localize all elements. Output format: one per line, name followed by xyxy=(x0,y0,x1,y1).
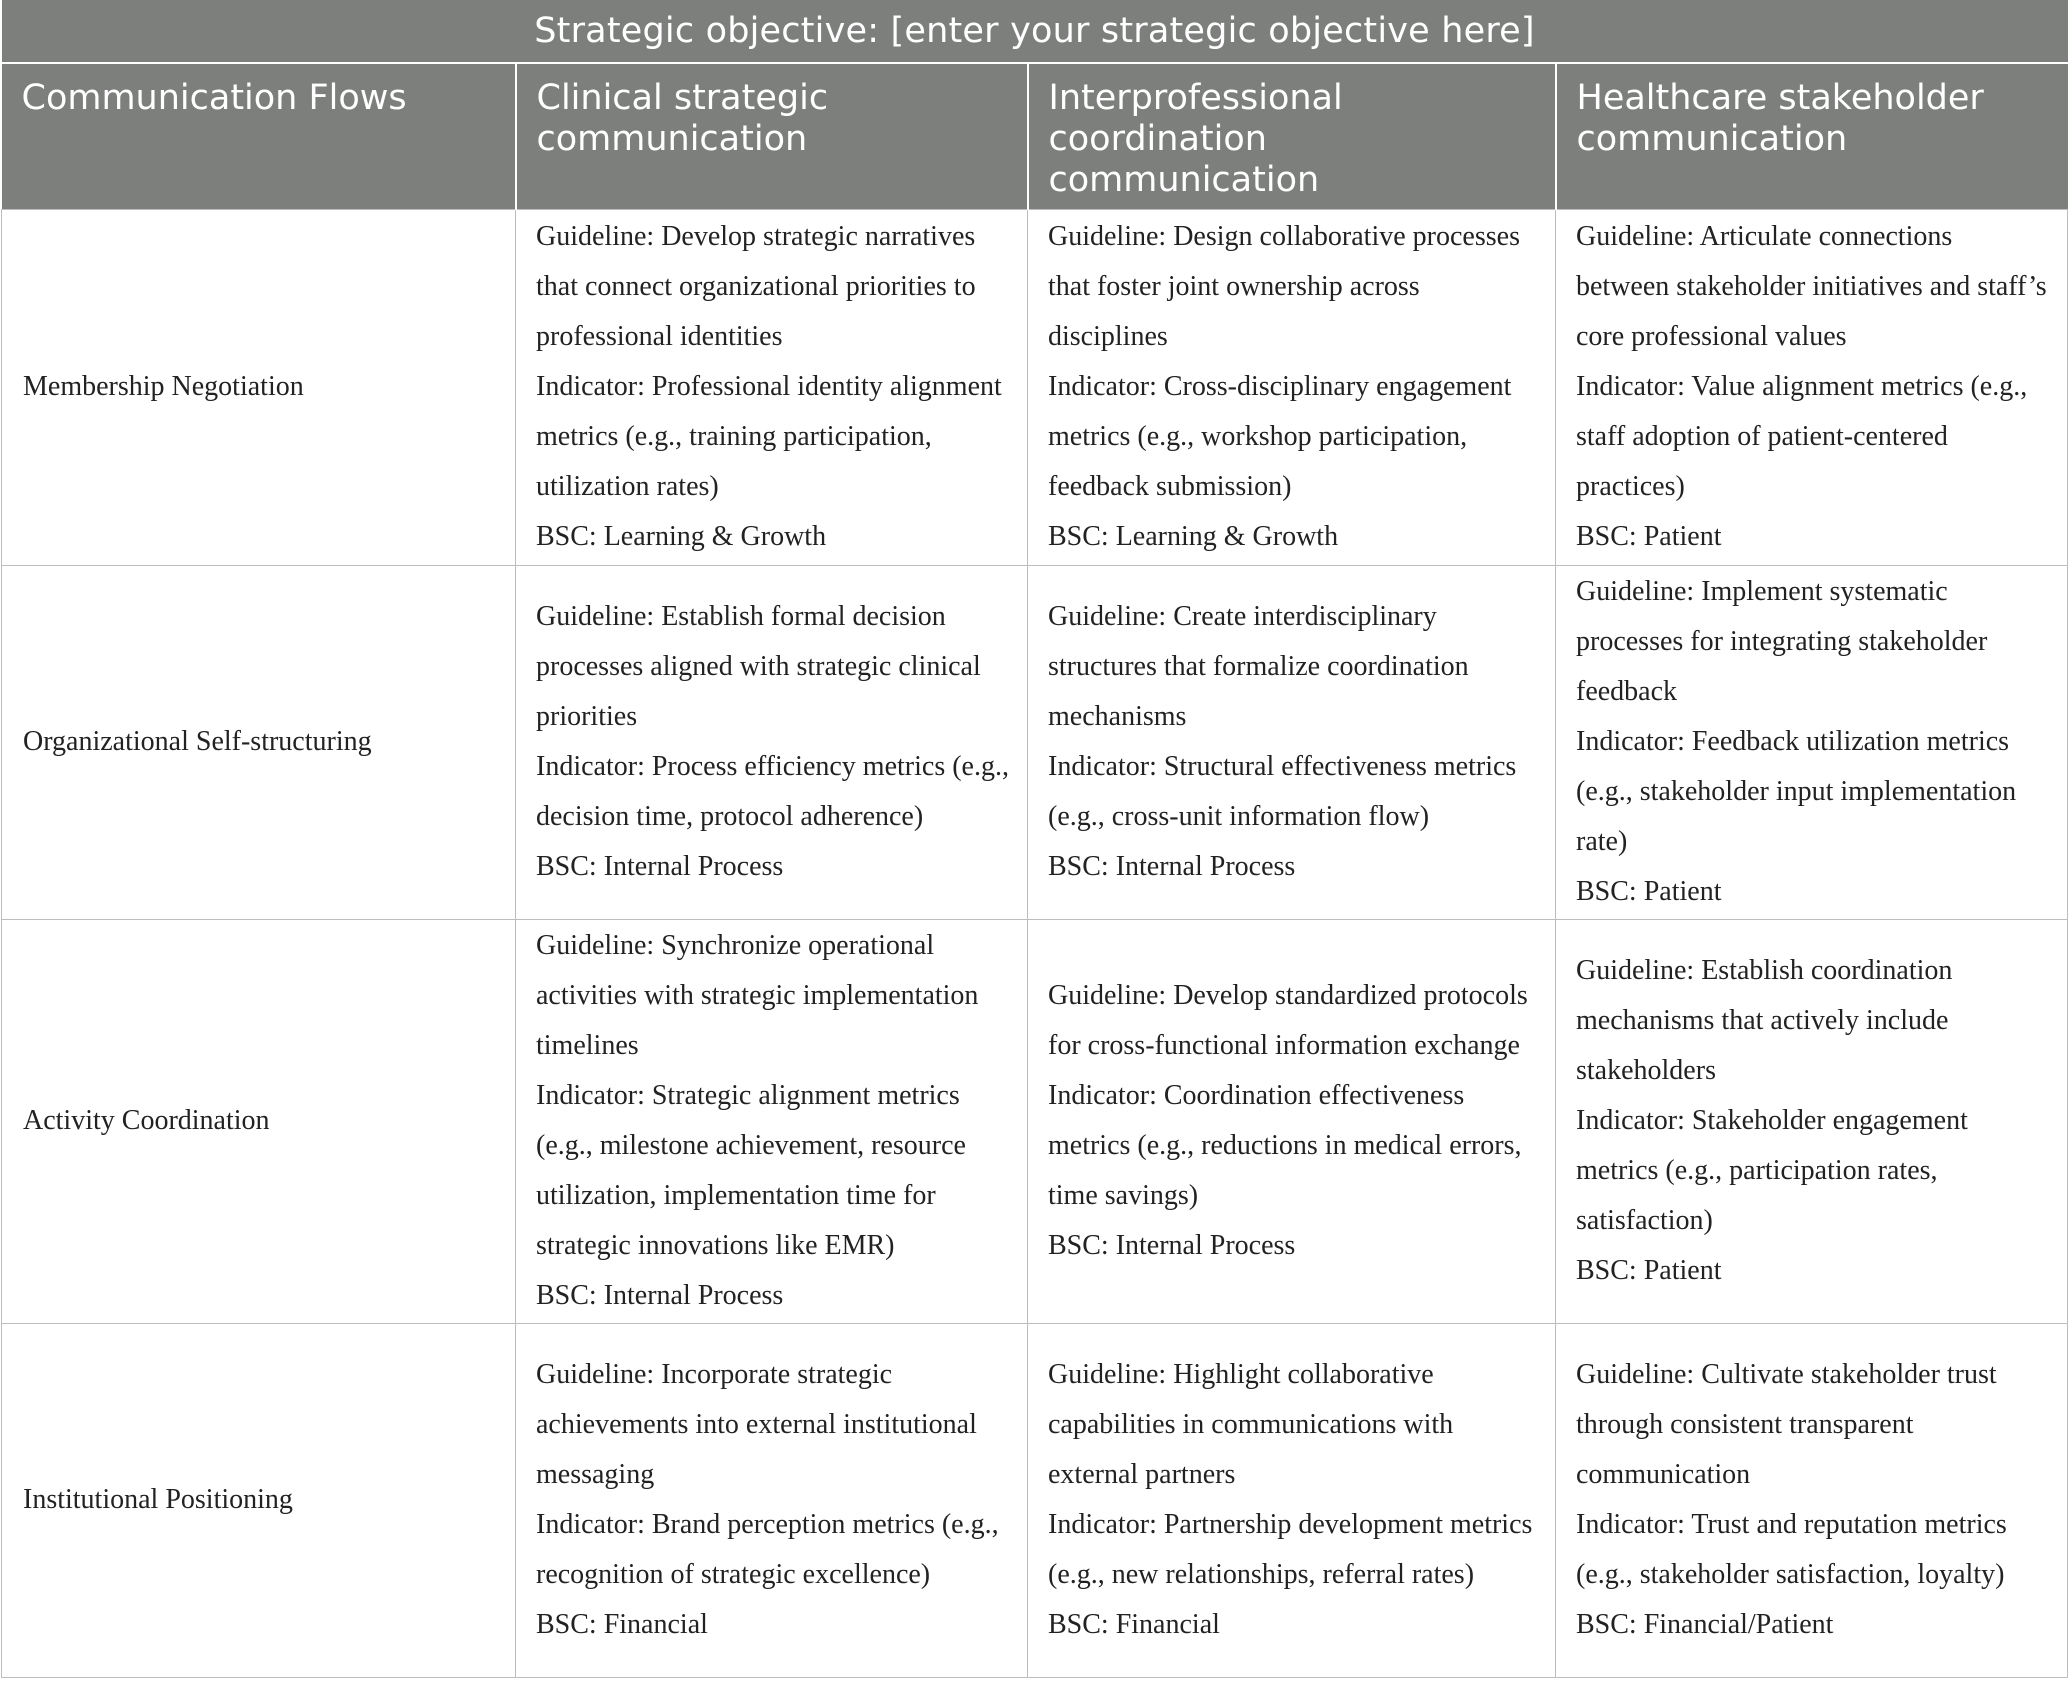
row-label-membership-negotiation: Membership Negotiation xyxy=(2,209,516,565)
row-label-institutional-positioning: Institutional Positioning xyxy=(2,1323,516,1677)
table-row xyxy=(2,209,2068,565)
table-row xyxy=(2,565,2068,919)
guideline-text: Guideline: Design collaborative processes that foster joint ownership across disciplines xyxy=(1048,221,1520,352)
bsc-text: BSC: Learning & Growth xyxy=(1048,521,1339,552)
indicator-text: Indicator: Partnership development metrics (e.g., new relationships, referral rates) xyxy=(1048,1509,1533,1590)
bsc-text: BSC: Internal Process xyxy=(1048,851,1296,882)
column-header-interprofessional: Interprofessional coordination communication xyxy=(1028,63,1556,209)
table-row xyxy=(2,919,2068,1323)
bsc-text: BSC: Financial/Patient xyxy=(1576,1609,1834,1640)
cell-clinical xyxy=(516,1323,1028,1677)
indicator-text: Indicator: Brand perception metrics (e.g., recognition of strategic excellence) xyxy=(536,1509,999,1590)
column-header-communication-flows: Communication Flows xyxy=(2,63,516,209)
cell-clinical xyxy=(516,919,1028,1323)
bsc-text: BSC: Patient xyxy=(1576,876,1722,907)
bsc-text: BSC: Learning & Growth xyxy=(536,521,827,552)
indicator-text: Indicator: Trust and reputation metrics (e.g., stakeholder satisfaction, loyalty) xyxy=(1576,1509,2007,1590)
indicator-text: Indicator: Feedback utilization metrics (e.g., stakeholder input implementation rate) xyxy=(1576,726,2017,857)
bsc-text: BSC: Patient xyxy=(1576,1255,1722,1286)
table-header-row xyxy=(2,63,2068,209)
indicator-text: Indicator: Cross-disciplinary engagement metrics (e.g., workshop participation, feedback submission) xyxy=(1048,371,1512,502)
bsc-text: BSC: Patient xyxy=(1576,521,1722,552)
cell-interprofessional xyxy=(1028,209,1556,565)
column-header-clinical: Clinical strategic communication xyxy=(516,63,1028,209)
guideline-text: Guideline: Establish formal decision processes aligned with strategic clinical priorities xyxy=(536,601,981,732)
guideline-text: Guideline: Create interdisciplinary structures that formalize coordination mechanisms xyxy=(1048,601,1469,732)
guideline-text: Guideline: Articulate connections between stakeholder initiatives and staff’s core professional values xyxy=(1576,221,2047,352)
cell-clinical xyxy=(516,565,1028,919)
table-title-row xyxy=(2,0,2068,63)
cell-interprofessional xyxy=(1028,919,1556,1323)
guideline-text: Guideline: Synchronize operational activities with strategic implementation timelines xyxy=(536,930,979,1061)
guideline-text: Guideline: Implement systematic processes for integrating stakeholder feedback xyxy=(1576,576,1988,707)
guideline-text: Guideline: Highlight collaborative capabilities in communications with external partners xyxy=(1048,1359,1454,1490)
cell-stakeholder xyxy=(1556,209,2068,565)
bsc-text: BSC: Internal Process xyxy=(536,851,784,882)
cell-stakeholder xyxy=(1556,1323,2068,1677)
indicator-text: Indicator: Coordination effectiveness metrics (e.g., reductions in medical errors, time savings) xyxy=(1048,1080,1522,1211)
bsc-text: BSC: Financial xyxy=(536,1609,708,1640)
indicator-text: Indicator: Stakeholder engagement metrics (e.g., participation rates, satisfaction) xyxy=(1576,1105,1968,1236)
strategy-table xyxy=(1,0,2068,1678)
indicator-text: Indicator: Value alignment metrics (e.g., staff adoption of patient-centered practices) xyxy=(1576,371,2028,502)
bsc-text: BSC: Internal Process xyxy=(536,1280,784,1311)
cell-interprofessional xyxy=(1028,565,1556,919)
guideline-text: Guideline: Develop standardized protocols for cross-functional information exchange xyxy=(1048,980,1528,1061)
guideline-text: Guideline: Establish coordination mechanisms that actively include stakeholders xyxy=(1576,955,1953,1086)
indicator-text: Indicator: Professional identity alignment metrics (e.g., training participation, utilization rates) xyxy=(536,371,1002,502)
indicator-text: Indicator: Process efficiency metrics (e.g., decision time, protocol adherence) xyxy=(536,751,1009,832)
table-row xyxy=(2,1323,2068,1677)
indicator-text: Indicator: Structural effectiveness metrics (e.g., cross-unit information flow) xyxy=(1048,751,1517,832)
guideline-text: Guideline: Cultivate stakeholder trust through consistent transparent communication xyxy=(1576,1359,1997,1490)
row-label-organizational-self-structuring: Organizational Self-structuring xyxy=(2,565,516,919)
table-title: Strategic objective: [enter your strategic objective here] xyxy=(2,0,2068,63)
cell-interprofessional xyxy=(1028,1323,1556,1677)
guideline-text: Guideline: Develop strategic narratives that connect organizational priorities to professional identities xyxy=(536,221,976,352)
bsc-text: BSC: Internal Process xyxy=(1048,1230,1296,1261)
indicator-text: Indicator: Strategic alignment metrics (e.g., milestone achievement, resource utilization, implementation time for strategic innovations like EMR) xyxy=(536,1080,966,1261)
bsc-text: BSC: Financial xyxy=(1048,1609,1220,1640)
column-header-stakeholder: Healthcare stakeholder communication xyxy=(1556,63,2068,209)
row-label-activity-coordination: Activity Coordination xyxy=(2,919,516,1323)
cell-stakeholder xyxy=(1556,565,2068,919)
guideline-text: Guideline: Incorporate strategic achievements into external institutional messaging xyxy=(536,1359,977,1490)
cell-clinical xyxy=(516,209,1028,565)
cell-stakeholder xyxy=(1556,919,2068,1323)
